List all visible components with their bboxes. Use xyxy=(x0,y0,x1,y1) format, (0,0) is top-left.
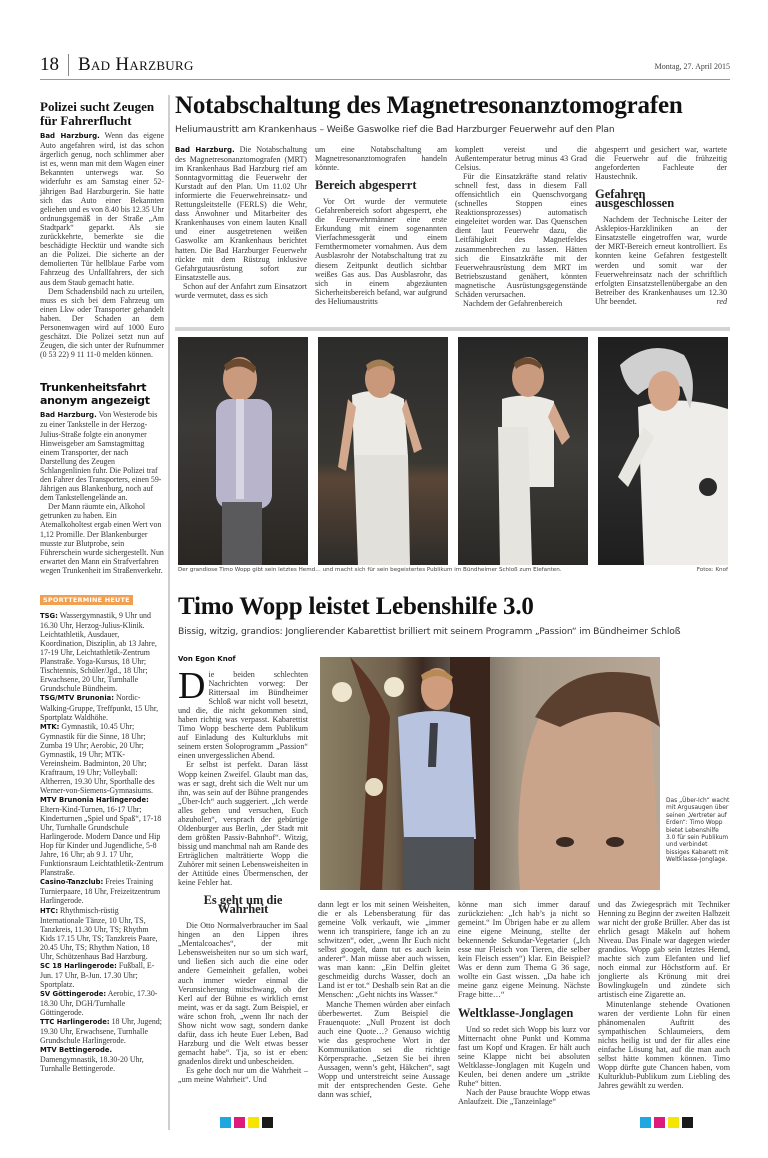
club-name: TSG: xyxy=(40,612,58,621)
paragraph: um eine Notabschaltung am Magnetresonanztomografen handeln könnte. xyxy=(315,145,447,173)
paragraph: Vor Ort wurde der vermutete Gefahrenbereich sofort abgesperrt, ehe die Feuerwehrmänner eine erste Erkundung mit einem sogenannten Vierfachmessgerät und einem Fernthermometer vornahmen. Aus dem Ausblasrohr der Notabschaltung trat zu diesem Zeitpunkt deutlich sichtbar weißes Gas aus. Das Ausblasrohr, das sich in einem abgezäunten Sicherheitsbereich befand, war aufgrund des Heliumaustritts xyxy=(315,197,447,306)
entry-text: Damengymnastik, 18.30-20 Uhr, Turnhalle Bettingerode. xyxy=(40,1055,144,1074)
mrt-deck: Heliumaustritt am Krankenhaus – Weiße Gaswolke rief die Bad Harzburger Feuerwehr auf den Plan xyxy=(175,124,615,135)
mrt-headline: Notabschaltung des Magnetresonanztomografen xyxy=(175,92,683,119)
entry-text: Aerobic, 17.30-18.30 Uhr, DGH/Turnhalle Göttingerode. xyxy=(40,988,158,1018)
photo-strip-caption-row xyxy=(178,567,728,573)
color-register-marks xyxy=(640,1117,693,1128)
subhead: Bereich abgesperrt xyxy=(315,178,417,193)
subhead: Weltklasse-Jonglagen xyxy=(458,1005,574,1020)
paragraph: abgesperrt und gesichert war, wartete die Feuerwehr auf die frühzeitig angeforderten Fachleute der Haustechnik. xyxy=(595,145,727,182)
paragraph: und das Zwiegespräch mit Techniker Henning zu Beginn der zweiten Halbzeit war nicht der große Brüller. Aber das ist ehrlich gesagt Mäkeln auf hohem Niveau. Das Finale war dagegen wieder grandios. Wopp gab sein letztes Hemd, machte sich zum Elefanten und lief noch einmal zur Höchstform auf. Er jonglierte als Krönung mit drei Bowlingkugeln und zündete sich artistisch eine Zigarette an. xyxy=(598,900,730,1000)
paragraph: Minutenlange stehende Ovationen waren der verdiente Lohn für einen phänomenalen Auftritt des sympathischen Schlaumeiers, dem nichts heilig ist und der für alles eine einfache Lösung hat, auf die man auch selbst hätte kommen können. Timo Wopp dürfte gute Chancen haben, vom Kulturklub-Publikum zum Liebling des Jahres gewählt zu werden. xyxy=(598,999,730,1090)
paragraph-text: Nachdem der Technische Leiter der Asklepios-Harzkliniken an der Einsatzstelle eingetroffen war, wurde der MRT-Bereich erneut kontrolliert. Es konnten keine Gefahren festgestellt werden und somit war der Feuerwehreinsatz nach der schriftlich erfolgten Einsatzstellenübergabe an den Betreiber des Krankenhauses um 12.30 Uhr beendet. xyxy=(595,215,727,306)
color-register-marks xyxy=(220,1117,273,1128)
entry-text: Freies Training Turnierpaare, 18 Uhr, Freizeitzentrum Harlingerode. xyxy=(40,877,161,906)
mrt-column-2 xyxy=(315,145,447,308)
magenta-register-mark xyxy=(234,1117,245,1128)
entry-text: Fußball, E-Jun. 17 Uhr, B-Jun. 17.30 Uhr; Sportplatz. xyxy=(40,960,155,989)
paragraph: Er selbst ist perfekt. Daran lässt Wopp keinen Zweifel. Glaubt man das, was er sagt, dreht sich die Welt nur um ihn, was sein auf der Bühne prangendes „Über-Ich“ auch suggeriert. „Ich werde alles geben und versuchen, Euch abzuholen“, versprach der gebürtige Oldenburger aus Berlin, „der Stadt mit dem größten Passiv-Bahnhof“. Witzig, bissig und manchmal nah am Rande des Erträglichen malträtierte Wopp die Zuhörer mit seinen Lebensweisheiten in der Attitüde eines Übermenschen, der keine Fehler hat. xyxy=(178,760,308,888)
dateline: Bad Harzburg. xyxy=(40,411,97,420)
sport-entries xyxy=(40,611,164,1073)
club-name: MTK: xyxy=(40,722,60,731)
entry-text: Nordic-Walking-Gruppe, Treffpunkt, 15 Uhr, Sportplatz Waldhöhe. xyxy=(40,693,159,722)
magenta-register-mark xyxy=(654,1117,665,1128)
paragraph: Die Otto Normalverbraucher im Saal hingen an den Lippen ihres „Mentalcoaches“, der mit Lebensweisheiten nur so um sich warf, und ließen sich auch die eine oder andere Gemeinheit gefallen, wobei auch immer wieder einmal die Verunsicherung mitschwang, ob der Kerl auf der Bühne es wirklich ernst meint, was er da sagt. Zum Beispiel, er wäre schon froh, „wenn Ihr nach der Show nicht wow sagt, sondern danke dafür, dass ich heute Euer Leben, Bad Harzburg und die Welt etwas besser gemacht habe“. Tja, so ist er eben: gnadenlos direkt und unbescheiden. xyxy=(178,921,308,1066)
paragraph: Es gehe doch nur um die Wahrheit – „um meine Wahrheit“. Und xyxy=(178,1065,308,1085)
main-photo-caption: Das „Über-Ich“ wacht mit Argusaugen über seinen „Vertreter auf Erden“: Timo Wopp bietet Lebenshilfe 3.0 für sein Publikum und verbindet bissiges Kabarett mit Weltklasse-Jonglage. xyxy=(666,798,730,864)
sport-entry xyxy=(40,693,164,721)
police-article-headline: Polizei sucht Zeugen für Fahrerflucht xyxy=(40,99,155,128)
paragraph: Die Notabschaltung des Magnetresonanztomografen (MRT) im Krankenhaus Bad Harzburg rief am Sonntagvormittag die Feuerwehr der Kurstadt auf den Plan. Um 11.02 Uhr informierte die Feuerwehreinsatz- und Rettungsleitstelle (FERLS) die Wehr, dass Anwohner und Mitarbeiter des Krankenhauses von einem lauten Knall und einer ausgetretenen weißen Gaswolke am Krankenhaus berichtet hatten. Die Bad Harzburger Feuerwehr rückte mit dem Rüstzug inklusive Gefahrgutausrüstung sofort zur Einsatzstelle aus. xyxy=(175,145,307,282)
photo-performer-in-elephant-costume xyxy=(598,337,728,565)
dateline: Bad Harzburg. xyxy=(40,132,100,140)
sport-entry xyxy=(40,611,164,693)
paragraph: Nachdem der Gefahrenbereich xyxy=(463,298,563,308)
wopp-column-4 xyxy=(598,900,730,1090)
left-news-column xyxy=(40,100,164,1073)
paragraph: dann legt er los mit seinen Weisheiten, die er als Lebensberatung für das gemeine Volk verkauft, wie „immer wenn ich transpiriere, fange ich an zu schwitzen“, oder, „wenn Ihr Euch nicht selbst googelt, dann tut es auch kein anderer“. Man müsse aber auch wissen, was man kann: „Ein Delfin gleitet geschmeidig durchs Wasser, doch an Land ist er tot.“ Deshalb sein Rat an die Menschen: „Geht nichts ins Wasser.“ xyxy=(318,900,450,1000)
police-article-body xyxy=(40,131,164,359)
entry-text: Eltern-Kind-Turnen, 16-17 Uhr; Kinderturnen „Spiel und Spaß“, 17-18 Uhr, Turnhalle Grundschule Harlingerode. Modern Dance und Hip Hop für Kinder und Jugendliche, 5-8 Jahre, 16 Uhr; ab 9 J. 17 Uhr, Funktionsraum Leichtathletik-Zentrum Planstraße. xyxy=(40,805,164,878)
subhead: Es geht um die Wahrheit xyxy=(203,893,283,917)
mrt-article xyxy=(175,92,730,308)
club-name: SC 18 Harlingerode: xyxy=(40,961,117,970)
club-name: TTC Harlingerode: xyxy=(40,1018,110,1027)
sport-entry xyxy=(40,722,164,795)
police-article xyxy=(40,100,164,359)
black-register-mark xyxy=(682,1117,693,1128)
paragraph: Und so redet sich Wopp bis kurz vor Mitternacht ohne Punkt und Komma fast um Kopf und Kragen. Er hält auch seine Klappe nicht bei absoluten Weltklasse-Jonglagen mit Kugeln und Keulen, bei denen andere um „strikte Ruhe“ bitten. xyxy=(458,1024,590,1088)
sport-schedule-label: SPORTTERMINE HEUTE xyxy=(40,595,133,605)
photo-strip xyxy=(178,337,728,565)
photo-strip-caption: Der grandiose Timo Wopp gibt sein letztes Hemd… und macht sich für sein begeistertes Publikum im Bündheimer Schloß zum Elefanten. xyxy=(178,567,562,573)
issue-date: Montag, 27. April 2015 xyxy=(654,62,730,71)
sport-entry xyxy=(40,1017,164,1045)
paragraph: komplett vereist und die Außentemperatur betrug minus 43 Grad Celsius. xyxy=(455,145,587,173)
mrt-column-1 xyxy=(175,145,307,308)
mrt-column-3 xyxy=(455,145,587,308)
mrt-columns xyxy=(175,145,730,308)
photo-performer-in-undershirt xyxy=(458,337,588,565)
sport-entry xyxy=(40,989,164,1017)
sport-entry xyxy=(40,877,164,905)
wopp-column-3 xyxy=(458,900,590,1106)
black-register-mark xyxy=(262,1117,273,1128)
paragraph: Von Westerode bis zu einer Tankstelle in der Herzog-Julius-Straße folgte ein anonymer Hinweisgeber am Samstagmittag einem Transporter, der nach Darstellung des Zeugen Schlangenlinien fuhr. Die Polizei traf den Fahrer des Transporters, einen 59-Jährigen aus Blankenburg, noch auf dem Tankstellengelände an. xyxy=(40,410,162,503)
drop-cap: D xyxy=(178,665,206,707)
cyan-register-mark xyxy=(220,1117,231,1128)
entry-text: 18 Uhr, Jugend; 19.30 Uhr, Erwachsene, Turnhalle Grundschule Harlingerode. xyxy=(40,1017,162,1046)
yellow-register-mark xyxy=(248,1117,259,1128)
sport-entry xyxy=(40,961,164,989)
article-separator xyxy=(175,327,730,331)
column-divider xyxy=(168,95,170,1130)
photo-performer-removing-trousers xyxy=(318,337,448,565)
wopp-headline: Timo Wopp leistet Lebenshilfe 3.0 xyxy=(178,593,534,620)
page-header xyxy=(40,52,730,80)
sport-schedule xyxy=(40,575,164,1073)
sport-entry xyxy=(40,795,164,877)
paragraph: Nach der Pause brauchte Wopp etwas Anlaufzeit. Die „Tanzeinlage“ xyxy=(458,1087,590,1106)
cyan-register-mark xyxy=(640,1117,651,1128)
sport-entry xyxy=(40,906,164,961)
paragraph: ie beiden schlechten Nachrichten vorweg: Der Rittersaal im Bündheimer Schloß war nicht voll besetzt, und die, die nicht gekommen sind, haben richtig was verpasst. Kabarettist Timo Wopp bescherte dem Publikum auf Einladung des Kulturklubs mit seinem ersten Soloprogramm „Passion“ einen unvergesslichen Abend. xyxy=(178,670,308,761)
paragraph: Wenn das eigene Auto angefahren wird, ist das schon ärgerlich genug, noch schlimmer aber ist es, wenn man mit dem Wagen einer Bekannten unterwegs war. So widerfuhr es am Samstag einer 52-jährigen Bad Harzburgerin. Sie hatte sich das Auto einer Bekannten geliehen und es von 8.40 bis 12.35 Uhr ordnungsgemäß in der Straße „Am Stadtpark“ geparkt. Als sie zurückkehrte, bemerkte sie die beschädigte Hecktür und wandte sich an die Polizei. Die sicherte an der demolierten Tür hellblaue Farbe vom Fahrzeug des Unfallfahrers, der sich aus dem Staub gemacht hatte. xyxy=(40,131,164,287)
page-number: 18 xyxy=(40,54,59,75)
wopp-column-2 xyxy=(318,900,450,1099)
section-title: Bad Harzburg xyxy=(78,54,194,75)
author-signature: red xyxy=(716,296,727,306)
photo-performer-unbuttoning-shirt xyxy=(178,337,308,565)
wopp-deck: Bissig, witzig, grandios: Jonglierender Kabarettist brilliert mit seinem Programm „Passion“ im Bündheimer Schloß xyxy=(178,626,681,637)
sport-entry xyxy=(40,1045,164,1073)
club-name: HTC: xyxy=(40,906,59,915)
drunk-driving-body xyxy=(40,410,164,575)
paragraph: Für die Einsatzkräfte stand relativ schnell fest, dass in diesem Fall offensichtlich ein Quenschvorgang (schnelles Stoppen eines Reaktionsprozesses) automatisch eingeleitet worden war. Das Quenschen dient laut Feuerwehr dazu, die Leitfähigkeit des Magnetfeldes zusammenbrechen zu lassen. Hätten sich die Einsatzkräfte mit der Feuerwehrausrüstung dem MRT im Betriebszustand genähert, könnten magnetische Ausrüstungsgegenstände Schäden verursachen. xyxy=(455,172,587,299)
wopp-column-1 xyxy=(178,665,308,1085)
header-divider xyxy=(68,54,69,76)
drunk-driving-article xyxy=(40,381,164,575)
paragraph: könne man sich immer darauf zurückziehen: „Ich hab’s ja nicht so gemeint.“ Im Übrigen habe er zu allem eine eigene Meinung, stellte der bekennende Sekundar-Vegetarier („Ich esse nur Fleisch von Tieren, die selber kein Fleisch essen“) klar. Ein Beispiel? Was er denn zum Thema G 36 sage, wollte ein Gast wissen. „Da habe ich meine ganz eigene Meinung. Nächste Frage bitte…“ xyxy=(458,900,590,1000)
club-name: Casino-Tanzclub: xyxy=(40,878,104,887)
drunk-driving-headline: Trunkenheitsfahrt anonym angezeigt xyxy=(40,381,150,408)
entry-text: Rhythmisch-rüstig Internationale Tänze, 10 Uhr, TS, Tanzkreis, 11.30 Uhr, TS; Rhythm Kids 17.15 Uhr, TS; Tanzkreis Paare, 20.45 Uhr, TS; Rhythm Nation, 18 Uhr, Schützenhaus Bad Harzburg. xyxy=(40,905,158,961)
paragraph: Schon auf der Anfahrt zum Einsatzort wurde vermutet, dass es sich xyxy=(175,281,307,300)
yellow-register-mark xyxy=(668,1117,679,1128)
club-name: MTV Brunonia Harlingerode: xyxy=(40,795,149,804)
paragraph: Manche Themen würden aber einfach überbewertet. Zum Beispiel die Frauenquote: „Null Prozent ist doch auch eine Quote…? Genauso wichtig wie das gesprochene Wort in der Kommunikation sei die richtige Körpersprache. „Setzen Sie bei ihren Aussagen, wenn’s geht, Häkchen“, sagt Wopp und unterstreicht seine Aussage mit der entsprechenden Geste. Gehe dann was schief, xyxy=(318,999,450,1099)
club-name: TSG/MTV Brunonia: xyxy=(40,694,114,703)
photo-credit: Fotos: Knof xyxy=(696,567,728,573)
mrt-column-4 xyxy=(595,145,727,308)
paragraph: Der Mann räumte ein, Alkohol getrunken zu haben. Ein Atemalkoholtest ergab einen Wert von 1,12 Promille. Der Blankenburger musste zur Blutprobe, sein Führerschein wurde sichergestellt. Nun erwartet den Mann ein Strafverfahren wegen Trunkenheit im Straßenverkehr. xyxy=(40,502,164,575)
byline: Von Egon Knof xyxy=(178,655,236,663)
entry-text: Gymnastik, 10.45 Uhr; Gymnastik für die Sinne, 18 Uhr; Zumba 19 Uhr; Aerobic, 20 Uhr; Gymnastik, 19 Uhr; MTK-Vereinsheim. Badminton, 20 Uhr; Kraftraum, 19 Uhr; Volleyball: Altherren, 19.30 Uhr, Sporthalle des Werner-von-Siemens-Gymnasiums. xyxy=(40,721,155,795)
entry-text: Wassergymnastik, 9 Uhr und 16.30 Uhr, Herzog-Julius-Klinik. Leichtathletik, Ausdauer, Koordination, Disziplin, ab 13 Jahre, 17-19 Uhr, Leichtathletik-Zentrum Planstraße. Yoga-Kursus, 18 Uhr; Tischtennis, Schüler/Jgd., 18 Uhr; Erwachsene, 20 Uhr, Turnhalle Grundschule Bündheim. xyxy=(40,611,157,694)
club-name: SV Göttingerode: xyxy=(40,989,107,998)
dateline: Bad Harzburg. xyxy=(175,146,235,154)
club-name: MTV Bettingerode. xyxy=(40,1046,113,1055)
photo-juggling-performer xyxy=(320,657,660,890)
paragraph: Dem Schadensbild nach zu urteilen, muss es sich bei dem Fahrzeug um einen Lkw oder Transporter gehandelt haben. Der Schaden an dem Personenwagen wird auf 1000 Euro geschätzt. Die Polizei setzt nun auf Zeugen, die sich unter der Rufnummer (0 53 22) 9 11 11-0 melden können. xyxy=(40,286,164,360)
paragraph xyxy=(595,215,727,305)
subhead: Gefahren ausgeschlossen xyxy=(595,187,675,211)
